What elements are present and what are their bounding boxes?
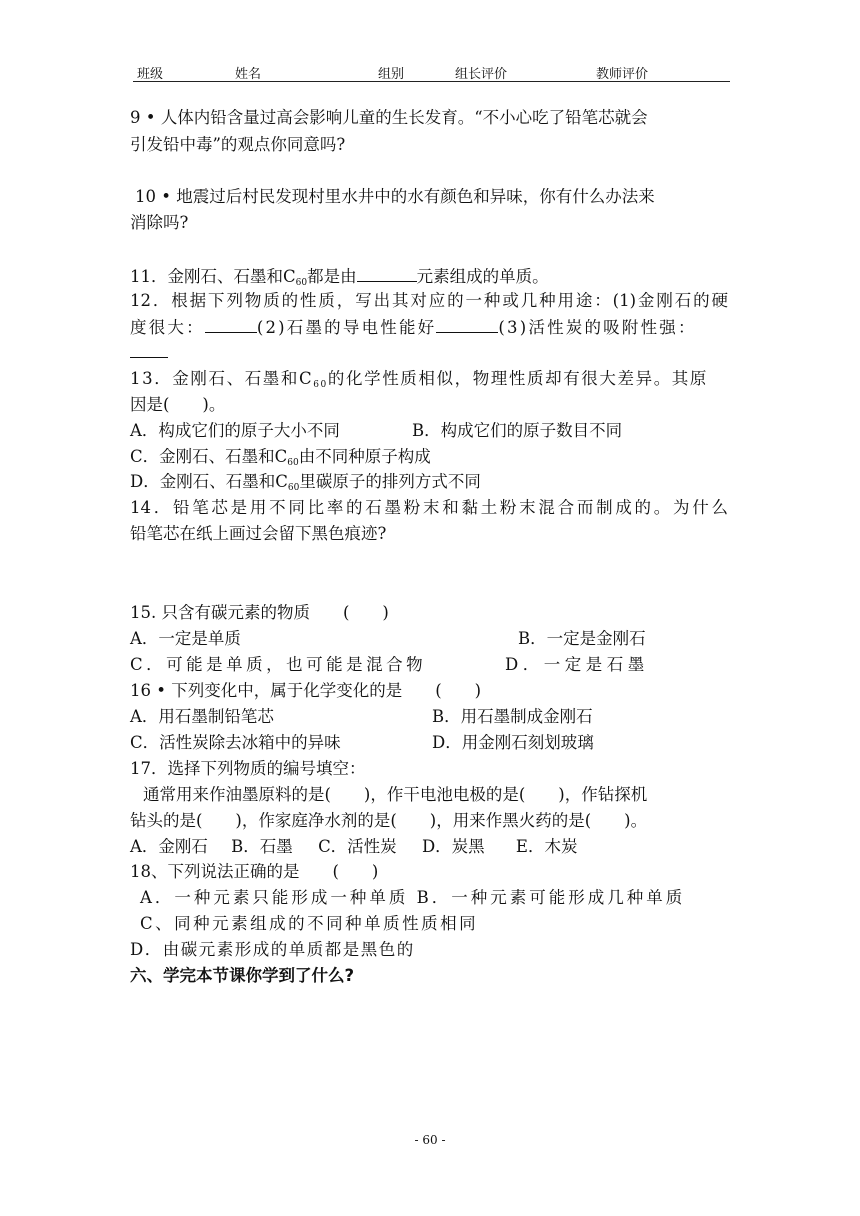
q17-option-b: B．石墨 <box>231 837 293 856</box>
q16-option-c: C．活性炭除去冰箱中的异味 <box>130 733 341 752</box>
q15-stem: 15. 只含有碳元素的物质 ( ) <box>130 603 389 622</box>
q16-stem: 16 • 下列变化中，属于化学变化的是 ( ) <box>130 681 482 700</box>
section-six-heading: 六、学完本节课你学到了什么? <box>130 966 355 985</box>
q18-line4: D．由碳元素形成的单质都是黑色的 <box>130 940 415 959</box>
q12-line1: 12．根据下列物质的性质，写出其对应的一种或几种用途：(1)金刚石的硬 <box>130 291 728 310</box>
q12-answer-blank-1[interactable] <box>205 316 257 333</box>
teacher-eval-field: 教师评价 <box>596 63 728 82</box>
q17-line3: 钻头的是( )，作家庭净水剂的是( )，用来作黑火药的是( )。 <box>130 811 648 830</box>
q18-stem: 18、下列说法正确的是 ( ) <box>130 862 379 881</box>
q17-option-e: E．木炭 <box>515 837 578 856</box>
q16-option-d: D．用金刚石刻划玻璃 <box>432 733 594 752</box>
q10-line2: 消除吗? <box>130 213 189 232</box>
q13-option-a: A．构成它们的原子大小不同 <box>130 421 340 440</box>
q12-line2: 度很大： (2)石墨的导电性能好 (3)活性炭的吸附性强： <box>130 318 697 337</box>
q14-line1: 14．铅笔芯是用不同比率的石墨粉末和黏土粉末混合而制成的。为什么 <box>130 498 728 517</box>
q11-line: 11．金刚石、石墨和$C_{60}$都是由 元素组成的单质。 <box>130 267 549 288</box>
name-field: 姓名 <box>235 63 373 82</box>
q15-option-b: B．一定是金刚石 <box>518 629 646 648</box>
q16-option-b: B．用石墨制成金刚石 <box>432 707 593 726</box>
q13-line1: 13．金刚石、石墨和$C_{60}$的化学性质相似，物理性质却有很大差异。其原 <box>130 369 708 390</box>
q15-option-d: D．一定是石墨 <box>505 655 649 674</box>
q11-answer-blank[interactable] <box>357 265 417 282</box>
q10-line1: 10 • 地震过后村民发现村里水井中的水有颜色和异味，你有什么办法来 <box>135 187 655 206</box>
leader-eval-field: 组长评价 <box>455 63 587 82</box>
q18-line3: C、同种元素组成的不同种单质性质相同 <box>140 914 479 933</box>
q9-line2: 引发铅中毒”的观点你同意吗? <box>130 135 346 154</box>
q17-option-c: C．活性炭 <box>318 837 397 856</box>
worksheet-header <box>133 61 730 82</box>
group-field: 组别 <box>378 63 446 82</box>
q17-stem: 17．选择下列物质的编号填空： <box>130 759 366 778</box>
q12-answer-blank-3[interactable] <box>130 341 168 358</box>
q17-option-d: D．炭黑 <box>421 837 485 856</box>
q13-option-b: B．构成它们的原子数目不同 <box>412 421 623 440</box>
q16-option-a: A．用石墨制铅笔芯 <box>130 707 274 726</box>
q12-line3 <box>130 341 168 364</box>
class-field: 班级 <box>137 63 221 82</box>
q18-line2: A．一种元素只能形成一种单质 B．一种元素可能形成几种单质 <box>140 888 686 907</box>
q12-answer-blank-2[interactable] <box>436 316 498 333</box>
q9-line1: 9 • 人体内铅含量过高会影响儿童的生长发育。“不小心吃了铅笔芯就会 <box>130 108 648 127</box>
q17-options <box>130 836 577 858</box>
q13-option-c: C．金刚石、石墨和$C_{60}$由不同种原子构成 <box>130 447 431 468</box>
q13-option-d: D．金刚石、石墨和$C_{60}$里碳原子的排列方式不同 <box>130 472 481 493</box>
q17-line2: 通常用来作油墨原料的是( )，作干电池电极的是( )，作钻探机 <box>143 785 648 804</box>
q15-option-c: C．可能是单质，也可能是混合物 <box>130 655 427 674</box>
q13-line2: 因是( )。 <box>130 395 226 414</box>
page-number: - 60 - <box>414 1133 446 1147</box>
q15-option-a: A．一定是单质 <box>130 629 241 648</box>
q17-option-a: A．金刚石 <box>130 837 208 856</box>
q14-line2: 铅笔芯在纸上画过会留下黑色痕迹? <box>130 524 387 543</box>
